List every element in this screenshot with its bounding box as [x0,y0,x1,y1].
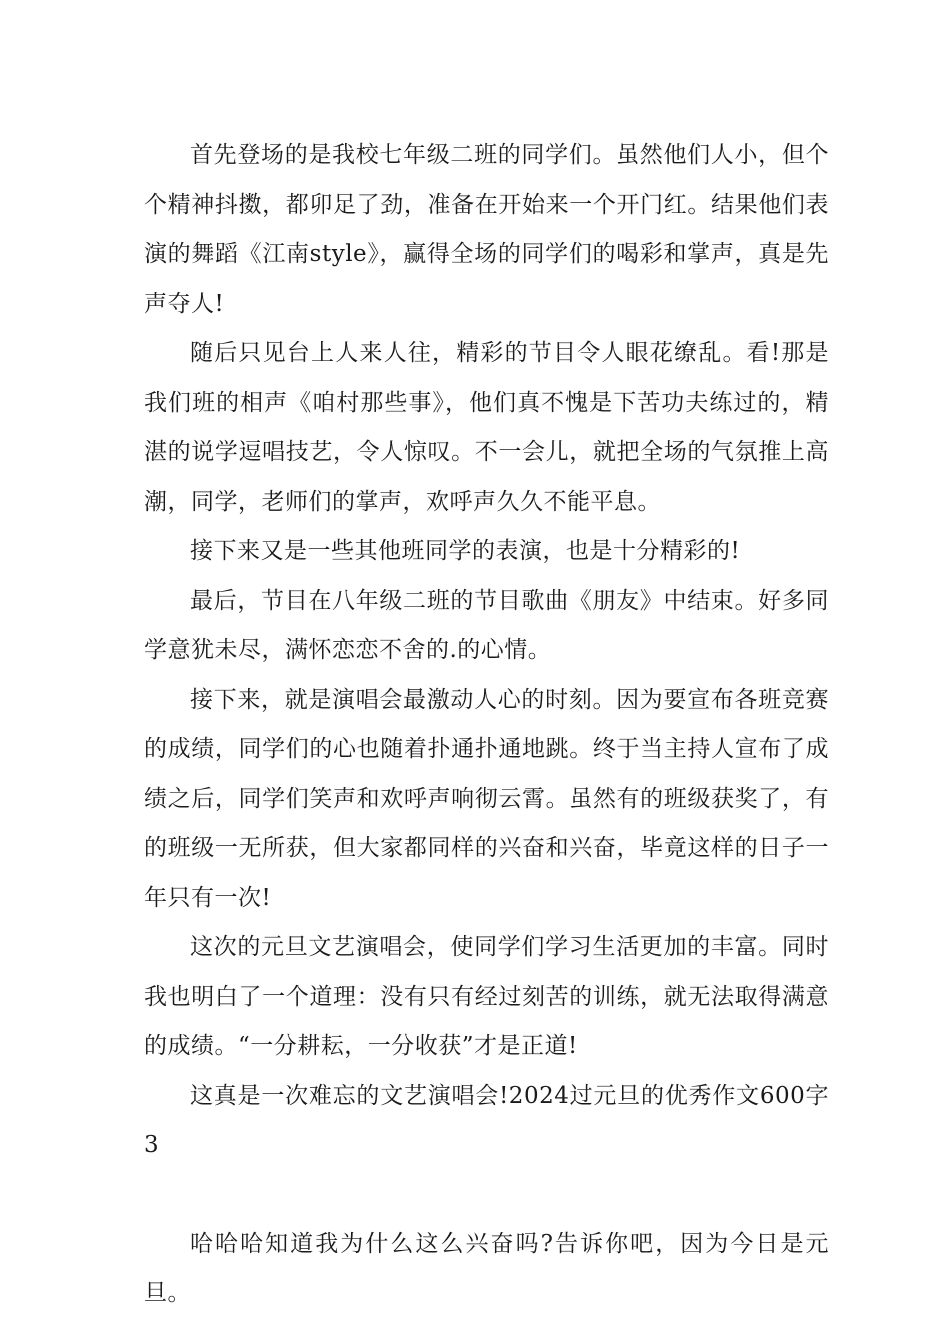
paragraph-6: 这次的元旦文艺演唱会，使同学们学习生活更加的丰富。同时我也明白了一个道理：没有只有经过刻苦的训练，就无法取得满意的成绩。“一分耕耘，一分收获”才是正道! [144,934,829,1059]
paragraph-1: 首先登场的是我校七年级二班的同学们。虽然他们人小，但个个精神抖擞，都卯足了劲，准备在开始来一个开门红。结果他们表演的舞蹈《江南style》，赢得全场的同学们的喝彩和掌声，真是先声夺人! [144,142,829,317]
paragraph-8: 哈哈哈知道我为什么这么兴奋吗?告诉你吧，因为今日是元旦。 [144,1230,829,1306]
paragraph-2: 随后只见台上人来人往，精彩的节目令人眼花缭乱。看!那是我们班的相声《咱村那些事》，他们真不愧是下苦功夫练过的，精湛的说学逗唱技艺，令人惊叹。不一会儿，就把全场的气氛推上高潮，同学，老师们的掌声，欢呼声久久不能平息。 [144,340,829,515]
paragraph-5: 接下来，就是演唱会最激动人心的时刻。因为要宣布各班竞赛的成绩，同学们的心也随着扑通扑通地跳。终于当主持人宣布了成绩之后，同学们笑声和欢呼声响彻云霄。虽然有的班级获奖了，有的班级一无所获，但大家都同样的兴奋和兴奋，毕竟这样的日子一年只有一次! [144,686,829,911]
paragraph-3: 接下来又是一些其他班同学的表演，也是十分精彩的! [190,538,741,564]
paragraph-4: 最后，节目在八年级二班的节目歌曲《朋友》中结束。好多同学意犹未尽，满怀恋恋不舍的.的心情。 [144,587,829,663]
paragraph-7: 这真是一次难忘的文艺演唱会!2024过元旦的优秀作文600字3 [144,1082,829,1158]
essay-body [144,131,829,1319]
